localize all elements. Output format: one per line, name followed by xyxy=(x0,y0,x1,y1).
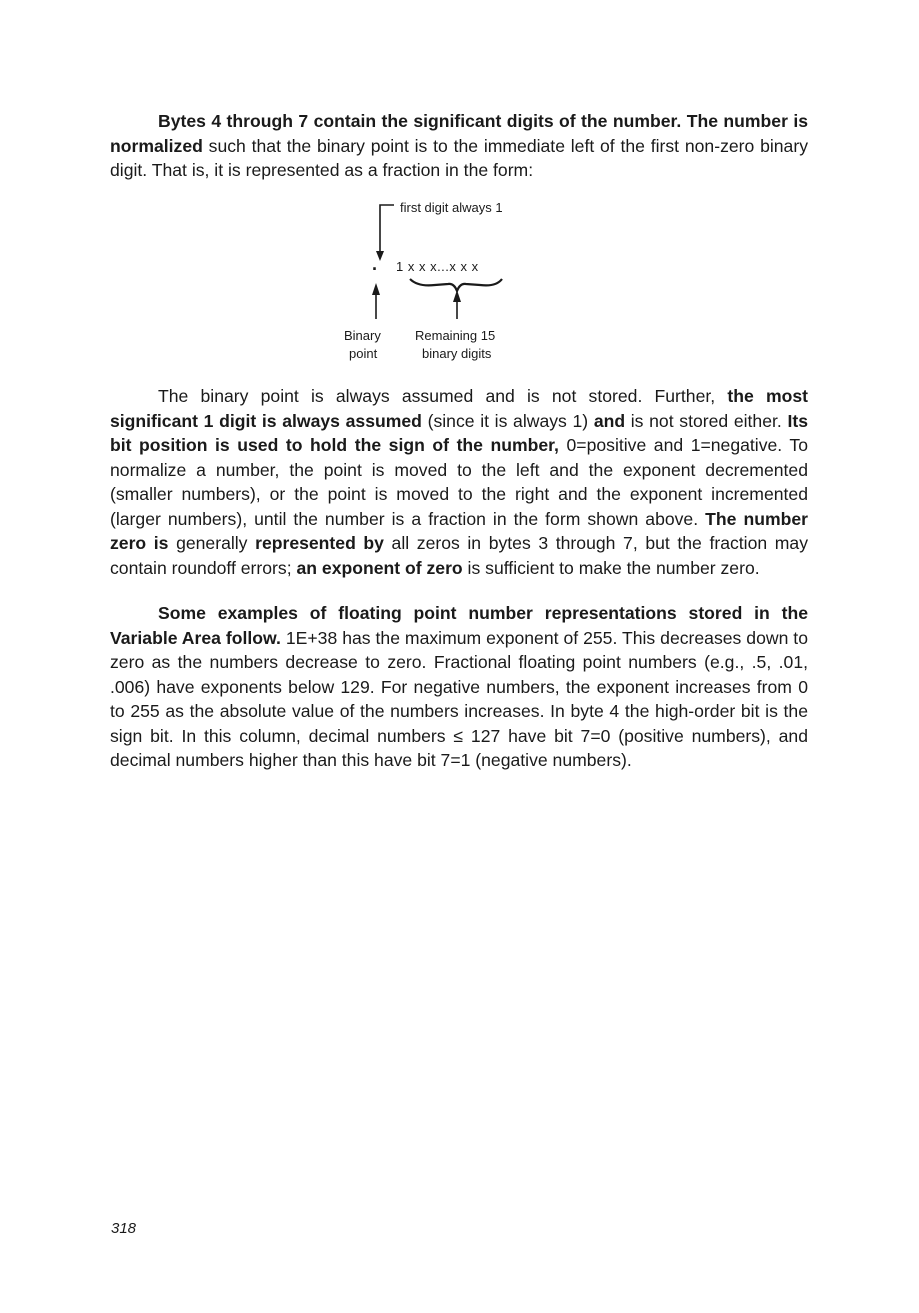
remaining-digits-label-line1: Remaining 15 xyxy=(415,328,496,343)
remaining-digits-brace xyxy=(410,279,502,291)
bold-phrase: an exponent of zero xyxy=(296,557,463,578)
remaining-digits-label-line2: binary digits xyxy=(422,346,492,361)
fraction-form-diagram xyxy=(330,195,590,370)
text-run: all zeros in bytes 3 through 7, but the fraction may contain roundoff errors; xyxy=(110,533,808,578)
paragraph-normalization xyxy=(110,109,808,183)
paragraph-examples xyxy=(110,601,808,773)
text-run: 1E+38 has the maximum exponent of 255. This decreases down to zero as the numbers decrease to zero. Fractional floating point numbers (e.g., .5, .01, .006) have exponents below 129. For negative numbers, the exponent increases from 0 to 255 as the absolute value of the numbers increases. In byte 4 the high-order bit is the sign bit. In this column, decimal numbers ≤ 127 have bit 7=0 (positive numbers), and decimal numbers higher than this have bit 7=1 (negative numbers). xyxy=(110,627,808,770)
bold-phrase: The number zero is xyxy=(110,508,808,553)
first-digit-arrow-line xyxy=(380,205,394,255)
binary-point-arrowhead xyxy=(372,283,380,295)
binary-point-dot: . xyxy=(372,254,378,274)
binary-point-label-line1: Binary xyxy=(344,328,381,343)
bold-phrase: Its bit position is used to hold the sign of the number, xyxy=(110,410,808,455)
remaining-digits-arrowhead xyxy=(453,290,461,302)
bold-phrase: represented by xyxy=(255,533,384,553)
bold-phrase: and xyxy=(593,410,626,431)
text-run: (since it is always 1) xyxy=(421,410,594,431)
first-digit-label: first digit always 1 xyxy=(400,200,503,215)
binary-point-label-line2: point xyxy=(349,346,378,361)
text-run: such that the binary point is to the immediate left of the first non-zero binary digit. That is, it is represented as a fraction in the form: xyxy=(110,135,808,180)
text-run: generally xyxy=(168,533,256,553)
paragraph-assumed-digit xyxy=(110,384,808,580)
first-digit-arrowhead xyxy=(376,251,384,261)
bold-phrase: Some examples of floating point number representations stored in the Variable Area follow. xyxy=(110,603,808,648)
bold-phrase: Bytes 4 through 7 contain the significant digits of the number. The number is normalized xyxy=(110,111,808,156)
page-number: 318 xyxy=(111,1220,137,1237)
text-run: The binary point is always assumed and is not stored. Further, xyxy=(158,386,728,406)
digit-sequence: 1 x x x...x x x xyxy=(396,259,479,274)
text-run: is not stored either. xyxy=(625,410,788,431)
bold-phrase: the most significant 1 digit is always assumed xyxy=(110,386,808,431)
text-run: 0=positive and 1=negative. To normalize a number, the point is moved to the left and the exponent decremented (smaller numbers), or the point is moved to the right and the exponent incremented (larger numbers), until the number is a fraction in the form shown above. xyxy=(110,435,808,529)
text-run: is sufficient to make the number zero. xyxy=(462,557,760,578)
